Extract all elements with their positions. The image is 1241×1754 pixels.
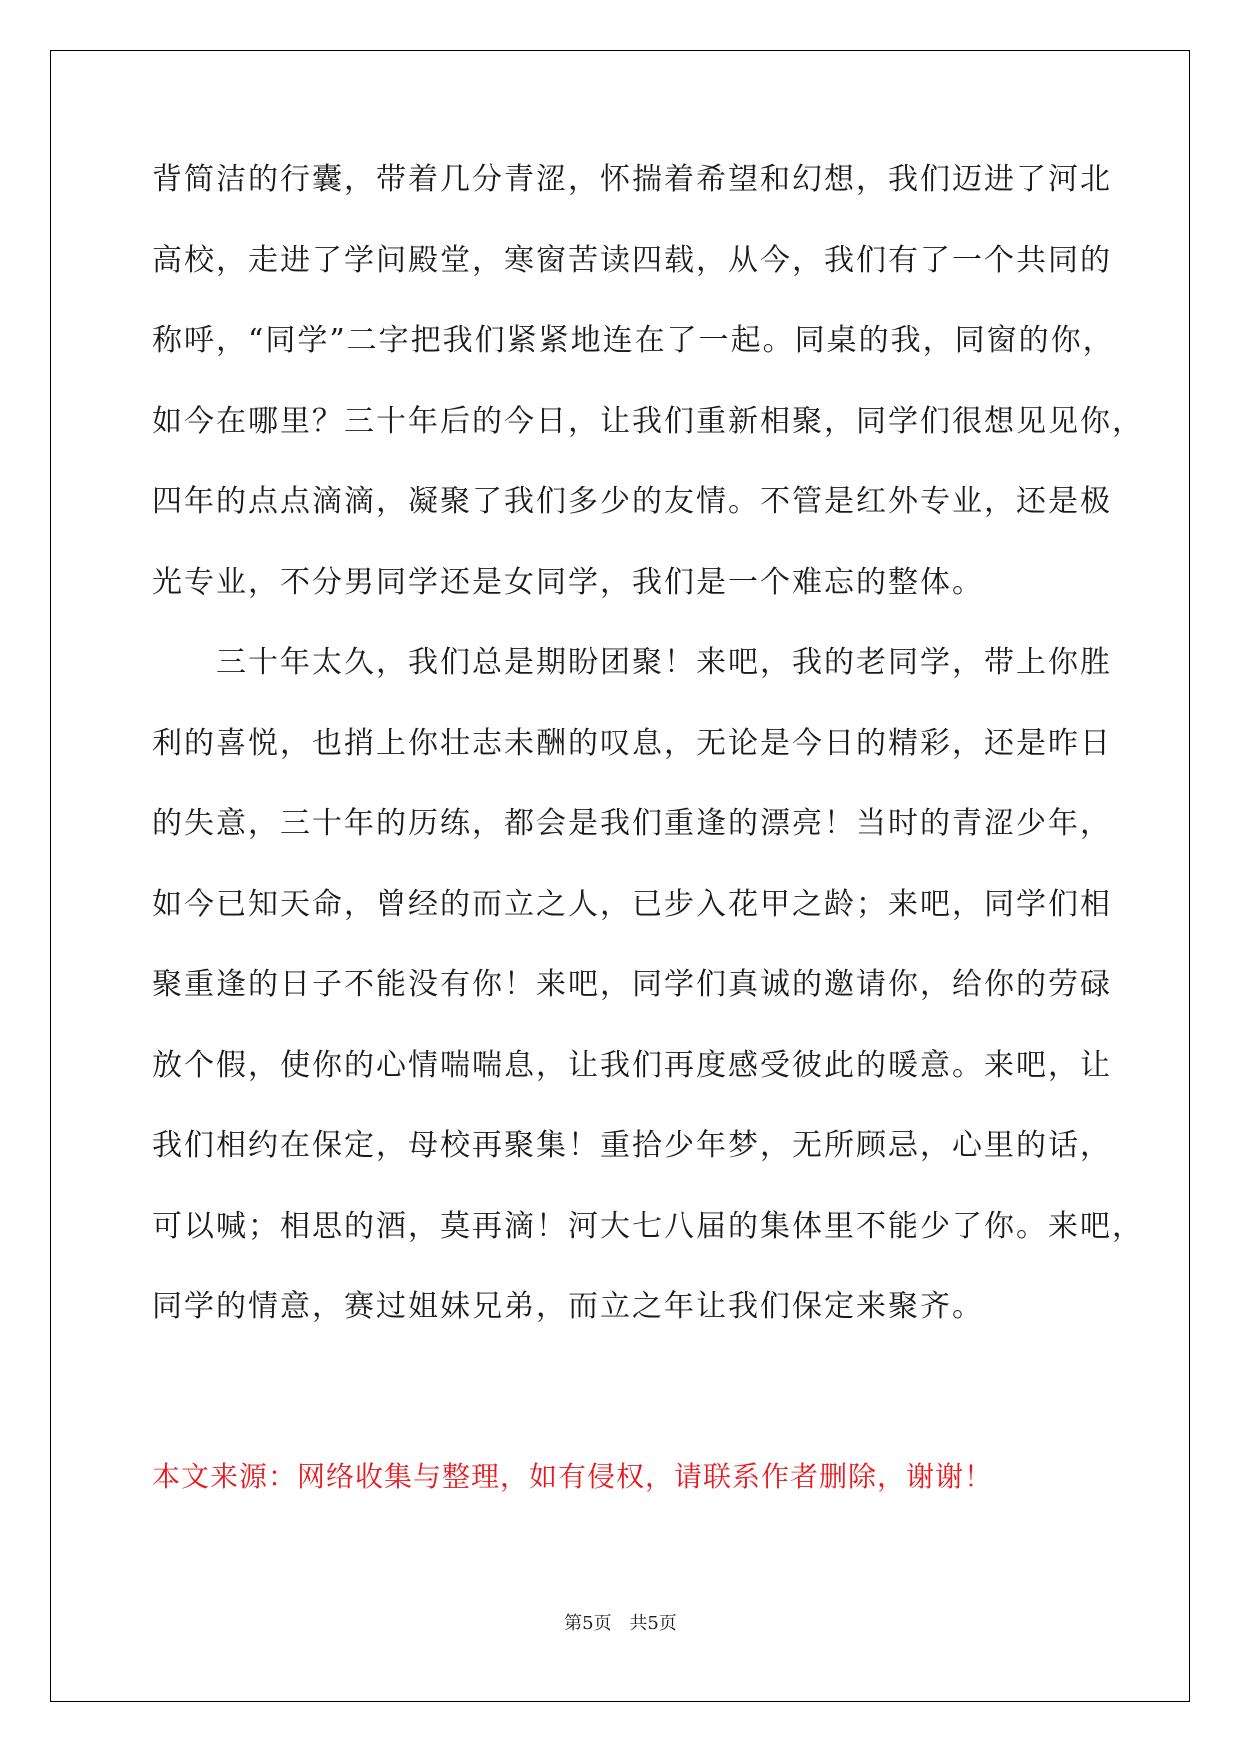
text-line: 可以喊；相思的酒，莫再滴！河大七八届的集体里不能少了你。来吧， xyxy=(152,1208,1144,1244)
page-number: 第5页 xyxy=(564,1613,612,1634)
paragraph xyxy=(152,160,1144,643)
text-line: 三十年太久，我们总是期盼团聚！来吧，我的老同学，带上你胜 xyxy=(216,645,1112,680)
text-line: 光专业，不分男同学还是女同学，我们是一个难忘的整体。 xyxy=(152,564,984,600)
paragraph xyxy=(152,643,1144,1368)
text-line: 四年的点点滴滴，凝聚了我们多少的友情。不管是红外专业，还是极 xyxy=(152,484,1112,519)
page-footer xyxy=(0,1612,1241,1636)
text-line: 如今已知天命，曾经的而立之人，已步入花甲之龄；来吧，同学们相 xyxy=(152,886,1112,922)
source-note: 本文来源：网络收集与整理，如有侵权，请联系作者删除，谢谢！ xyxy=(152,1460,994,1493)
text-line: 同学的情意，赛过姐妹兄弟，而立之年让我们保定来聚齐。 xyxy=(152,1289,984,1324)
text-line: 背简洁的行囊，带着几分青涩，怀揣着希望和幻想，我们迈进了河北 xyxy=(152,162,1112,197)
text-line: 我们相约在保定，母校再聚集！重拾少年梦，无所顾忌，心里的话， xyxy=(152,1128,1112,1163)
text-line: 如今在哪里？三十年后的今日，让我们重新相聚，同学们很想见见你， xyxy=(152,403,1144,439)
document-body xyxy=(152,160,1144,1368)
text-line: 放个假，使你的心情喘喘息，让我们再度感受彼此的暖意。来吧，让 xyxy=(152,1047,1112,1083)
text-line: 高校，走进了学问殿堂，寒窗苦读四载，从今，我们有了一个共同的 xyxy=(152,242,1112,278)
text-line: 利的喜悦，也捎上你壮志未酬的叹息，无论是今日的精彩，还是昨日 xyxy=(152,725,1112,761)
text-line: 聚重逢的日子不能没有你！来吧，同学们真诚的邀请你，给你的劳碌 xyxy=(152,967,1112,1002)
page-total: 共5页 xyxy=(629,1613,677,1634)
text-line: 的失意，三十年的历练，都会是我们重逢的漂亮！当时的青涩少年， xyxy=(152,806,1112,841)
text-line: 称呼，“同学”二字把我们紧紧地连在了一起。同桌的我，同窗的你， xyxy=(152,323,1115,358)
